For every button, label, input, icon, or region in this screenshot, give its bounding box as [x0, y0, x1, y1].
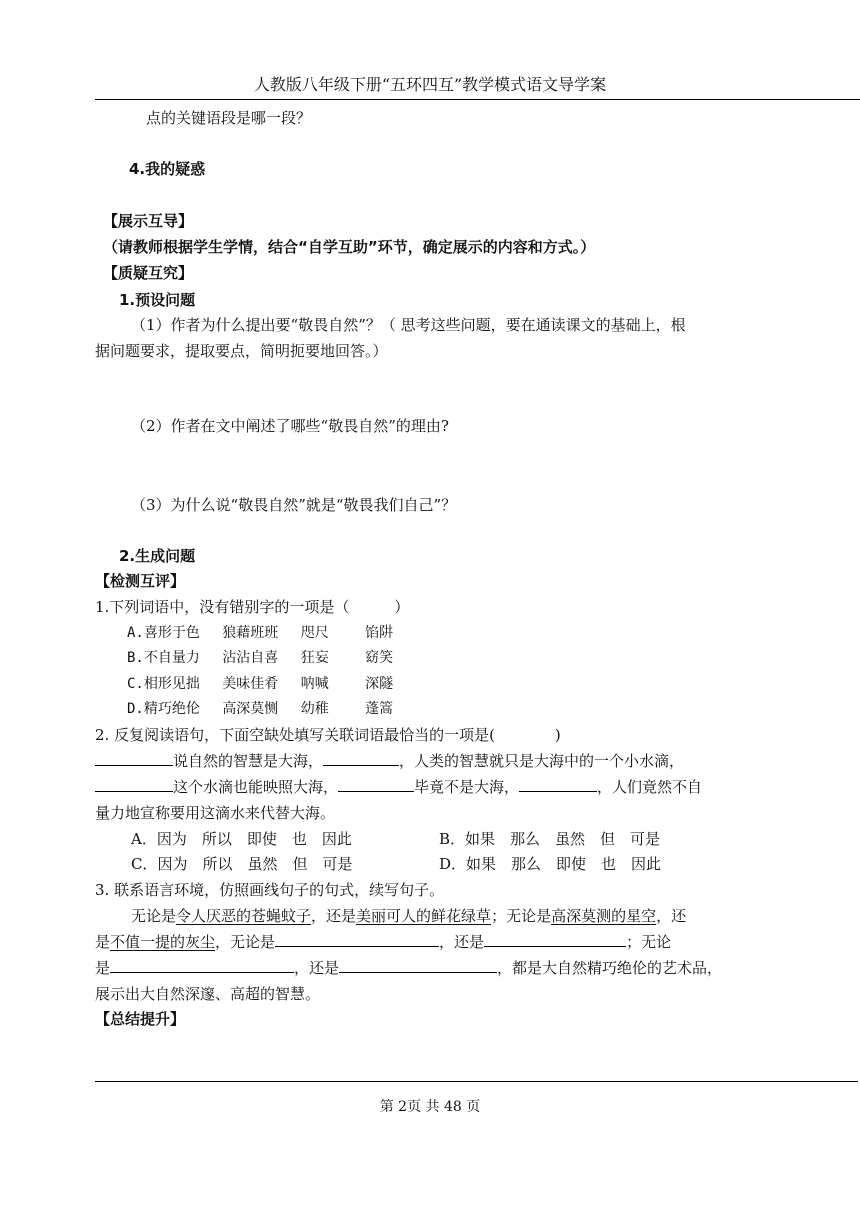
q1-option-b: B.不自量力 沾沾自喜 狂妄 窈笑: [127, 650, 394, 666]
q3-line-1: 无论是令人厌恶的苍蝇蚊子，还是美丽可人的鲜花绿草；无论是高深莫测的星空，还: [131, 907, 687, 925]
answer-blank[interactable]: [110, 958, 294, 973]
q2-option-c: C．因为 所以 虽然 但 可是: [131, 855, 353, 873]
underlined-phrase: 美丽可人的鲜花绿草: [356, 907, 492, 925]
question-4: 4.我的疑惑: [129, 160, 206, 178]
footer-rule: [95, 1081, 858, 1082]
preset-questions-heading: 1.预设问题: [119, 291, 196, 309]
generated-questions-heading: 2.生成问题: [119, 547, 196, 565]
q2-line-1: 说自然的智慧是大海， ，人类的智慧就只是大海中的一个小水滴，: [95, 750, 684, 771]
q1-option-d: D.精巧绝伦 高深莫恻 幼稚 蓬篙: [127, 701, 394, 717]
q2-line-2: 这个水滴也能映照大海， 毕竟不是大海， ，人们竟然不自: [95, 776, 702, 797]
q2-line-3: 量力地宣称要用这滴水来代替大海。: [95, 804, 336, 822]
test-question-3: 3. 联系语言环境，仿照画线句子的句式，续写句子。: [95, 881, 445, 899]
preset-question-1b: 据问题要求，提取要点，简明扼要地回答。）: [95, 342, 388, 360]
preset-question-2: （2）作者在文中阐述了哪些“敬畏自然”的理由?: [131, 417, 449, 435]
answer-blank[interactable]: [519, 777, 597, 792]
q2-option-b: B．如果 那么 虽然 但 可是: [439, 830, 661, 848]
preset-question-3: （3）为什么说“敬畏自然”就是“敬畏我们自己”？: [131, 496, 457, 514]
test-question-2: 2. 反复阅读语句，下面空缺处填写关联词语最恰当的一项是( ): [95, 726, 561, 744]
answer-blank[interactable]: [95, 777, 173, 792]
q3-line-2: 是不值一提的灰尘，无论是 ，还是 ；无论: [95, 933, 672, 951]
show-note: （请教师根据学生学情，结合“自学互助”环节，确定展示的内容和方式。）: [103, 238, 596, 256]
q1-option-c: C.相形见拙 美味佳肴 呐喊 深隧: [127, 676, 394, 692]
answer-blank[interactable]: [484, 932, 626, 947]
underlined-phrase: 不值一提的灰尘: [110, 933, 216, 951]
q2-option-a: A．因为 所以 即使 也 因此: [131, 830, 352, 848]
q1-option-a: A.喜形于色 狼藉班班 咫尺 馅阱: [127, 625, 394, 641]
q2-option-d: D．如果 那么 即使 也 因此: [439, 855, 662, 873]
summary-heading: 【总结提升】: [95, 1010, 186, 1028]
underlined-phrase: 令人厌恶的苍蝇蚊子: [176, 907, 312, 925]
test-heading: 【检测互评】: [95, 572, 186, 590]
preset-question-1a: （1）作者为什么提出要“敬畏自然”？（ 思考这些问题，要在通读课文的基础上，根: [131, 316, 686, 334]
answer-blank[interactable]: [275, 932, 439, 947]
answer-blank[interactable]: [338, 777, 414, 792]
inquiry-heading: 【质疑互究】: [103, 264, 194, 282]
page-number: 第 2页 共 48 页: [379, 1099, 481, 1115]
intro-line: 点的关键语段是哪一段？: [146, 109, 312, 127]
test-question-1: 1.下列词语中，没有错别字的一项是（ ）: [95, 598, 410, 616]
page-header: 人教版八年级下册“五环四互”教学模式语文导学案: [253, 75, 607, 94]
answer-blank[interactable]: [95, 751, 173, 766]
answer-blank[interactable]: [339, 958, 497, 973]
show-heading: 【展示互导】: [103, 212, 194, 230]
answer-blank[interactable]: [323, 751, 399, 766]
underlined-phrase: 高深莫测的星空: [551, 907, 657, 925]
q3-line-3: 是 ，还是 ，都是大自然精巧绝伦的艺术品，: [95, 959, 723, 977]
header-rule: [95, 99, 860, 100]
q3-line-4: 展示出大自然深邃、高超的智慧。: [95, 985, 321, 1003]
